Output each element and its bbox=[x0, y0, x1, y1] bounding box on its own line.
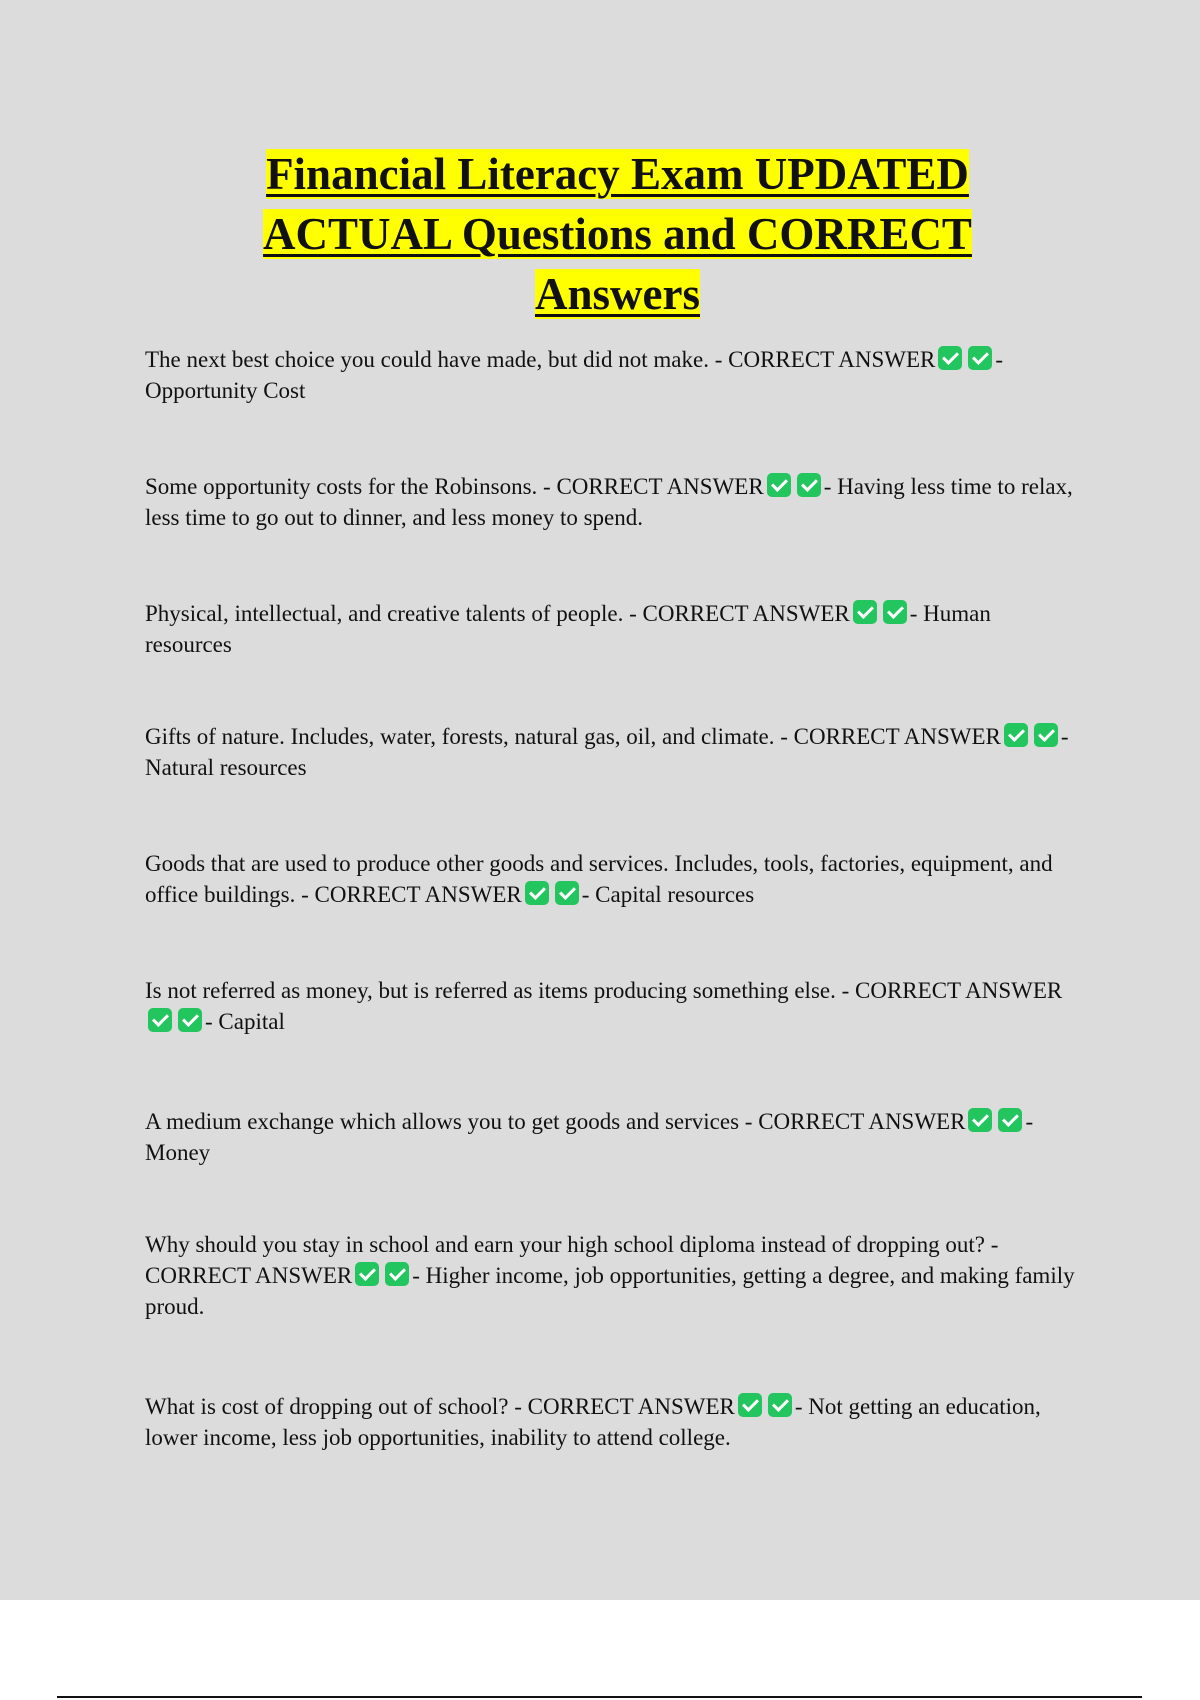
question-text: Is not referred as money, but is referred as items producing something else. - bbox=[145, 978, 850, 1003]
check-mark-icon bbox=[768, 1393, 792, 1417]
answer-marker: CORRECT ANSWER bbox=[793, 724, 1001, 749]
answer-marker: CORRECT ANSWER bbox=[728, 347, 936, 372]
check-mark-icon bbox=[178, 1008, 202, 1032]
answer-text: - Capital resources bbox=[581, 882, 755, 907]
qa-item-7 bbox=[145, 1106, 1080, 1168]
answer-text: - Capital bbox=[205, 1009, 285, 1034]
question-text: Physical, intellectual, and creative talents of people. - bbox=[145, 601, 637, 626]
check-mark-icon bbox=[938, 346, 962, 370]
check-mark-icon bbox=[998, 1108, 1022, 1132]
question-text: A medium exchange which allows you to get goods and services - bbox=[145, 1109, 753, 1134]
qa-item-4 bbox=[145, 721, 1080, 783]
answer-marker: CORRECT ANSWER bbox=[314, 882, 522, 907]
check-mark-icon bbox=[385, 1262, 409, 1286]
check-mark-icon bbox=[555, 881, 579, 905]
answer-text: - Higher income, job opportunities, getting a degree, and making family proud. bbox=[145, 1263, 1075, 1319]
check-mark-icon bbox=[355, 1262, 379, 1286]
check-mark-icon bbox=[853, 600, 877, 624]
answer-text: - Opportunity Cost bbox=[145, 347, 1004, 403]
bottom-divider bbox=[57, 1696, 1142, 1698]
qa-item-6 bbox=[145, 975, 1080, 1037]
check-mark-icon bbox=[968, 346, 992, 370]
question-text: Goods that are used to produce other goods and services. Includes, tools, factories, equipment, and office buildings. - bbox=[145, 851, 1053, 907]
qa-item-9 bbox=[145, 1391, 1080, 1453]
check-mark-icon bbox=[797, 473, 821, 497]
answer-marker: CORRECT ANSWER bbox=[642, 601, 850, 626]
check-mark-icon bbox=[1034, 723, 1058, 747]
qa-item-8 bbox=[145, 1229, 1080, 1322]
answer-marker: CORRECT ANSWER bbox=[758, 1109, 966, 1134]
check-mark-icon bbox=[525, 881, 549, 905]
check-mark-icon bbox=[883, 600, 907, 624]
question-text: What is cost of dropping out of school? - bbox=[145, 1394, 522, 1419]
question-text: Some opportunity costs for the Robinsons. - bbox=[145, 474, 551, 499]
answer-text: - Not getting an education, lower income, less job opportunities, inability to attend college. bbox=[145, 1394, 1041, 1450]
qa-item-5 bbox=[145, 848, 1080, 910]
answer-marker: CORRECT ANSWER bbox=[145, 1263, 353, 1288]
answer-text: - Money bbox=[145, 1109, 1034, 1165]
answer-marker: CORRECT ANSWER bbox=[527, 1394, 735, 1419]
qa-item-2 bbox=[145, 471, 1080, 533]
check-mark-icon bbox=[968, 1108, 992, 1132]
check-mark-icon bbox=[738, 1393, 762, 1417]
document-title bbox=[200, 144, 1035, 324]
answer-text: - Human resources bbox=[145, 601, 991, 657]
question-text: The next best choice you could have made, but did not make. - bbox=[145, 347, 723, 372]
answer-marker: CORRECT ANSWER bbox=[556, 474, 764, 499]
qa-item-3 bbox=[145, 598, 1080, 660]
check-mark-icon bbox=[1004, 723, 1028, 747]
check-mark-icon bbox=[148, 1008, 172, 1032]
answer-marker: CORRECT ANSWER bbox=[855, 978, 1063, 1003]
qa-item-1 bbox=[145, 344, 1080, 406]
question-text: Why should you stay in school and earn your high school diploma instead of dropping out? - bbox=[145, 1232, 999, 1257]
check-mark-icon bbox=[767, 473, 791, 497]
document-title-text: Financial Literacy Exam UPDATED ACTUAL Questions and CORRECT Answers bbox=[263, 149, 972, 319]
question-text: Gifts of nature. Includes, water, forests, natural gas, oil, and climate. - bbox=[145, 724, 788, 749]
answer-text: - Having less time to relax, less time to go out to dinner, and less money to spend. bbox=[145, 474, 1073, 530]
answer-text: - Natural resources bbox=[145, 724, 1069, 780]
